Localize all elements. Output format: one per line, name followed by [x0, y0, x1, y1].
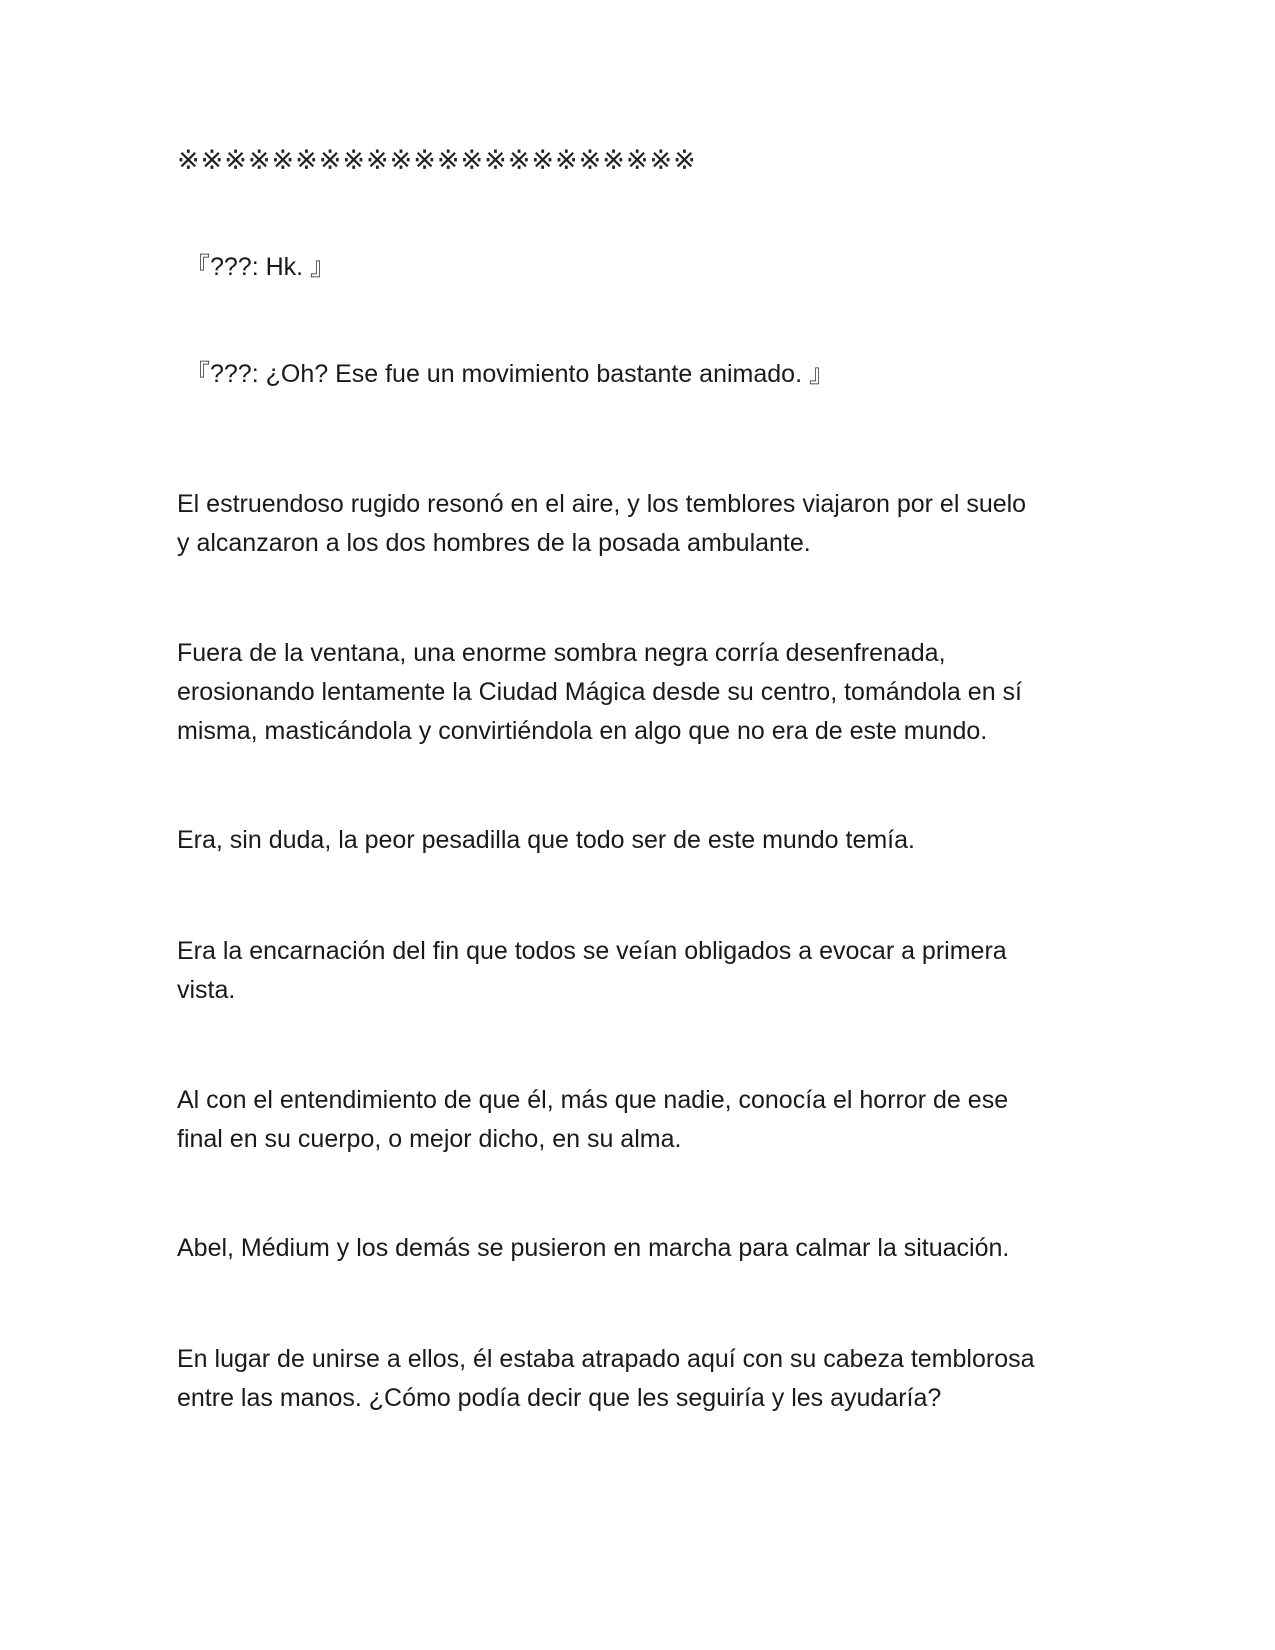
paragraph-line: El estruendoso rugido resonó en el aire, y los temblores viajaron por el suelo — [177, 490, 1027, 518]
paragraph-line: misma, masticándola y convirtiéndola en algo que no era de este mundo. — [177, 717, 988, 745]
paragraph-line: final en su cuerpo, o mejor dicho, en su alma. — [177, 1125, 682, 1153]
paragraph-line: Era la encarnación del fin que todos se veían obligados a evocar a primera — [177, 937, 1007, 965]
paragraph-line: Era, sin duda, la peor pesadilla que todo ser de este mundo temía. — [177, 826, 915, 854]
paragraph-line: erosionando lentamente la Ciudad Mágica desde su centro, tomándola en sí — [177, 678, 1022, 706]
paragraph-line: En lugar de unirse a ellos, él estaba atrapado aquí con su cabeza temblorosa — [177, 1345, 1035, 1373]
dialogue-line-2: 『???: ¿Oh? Ese fue un movimiento bastante animado. 』 — [185, 360, 834, 388]
dialogue-line-1: 『???: Hk. 』 — [185, 253, 336, 281]
paragraph-line: Fuera de la ventana, una enorme sombra negra corría desenfrenada, — [177, 639, 946, 667]
paragraph-line: y alcanzaron a los dos hombres de la posada ambulante. — [177, 529, 811, 557]
scene-separator: ※※※※※※※※※※※※※※※※※※※※※※ — [177, 145, 697, 176]
paragraph-line: vista. — [177, 976, 236, 1004]
paragraph-line: Al con el entendimiento de que él, más que nadie, conocía el horror de ese — [177, 1086, 1009, 1114]
paragraph-line: entre las manos. ¿Cómo podía decir que les seguiría y les ayudaría? — [177, 1384, 942, 1412]
paragraph-line: Abel, Médium y los demás se pusieron en marcha para calmar la situación. — [177, 1234, 1010, 1262]
